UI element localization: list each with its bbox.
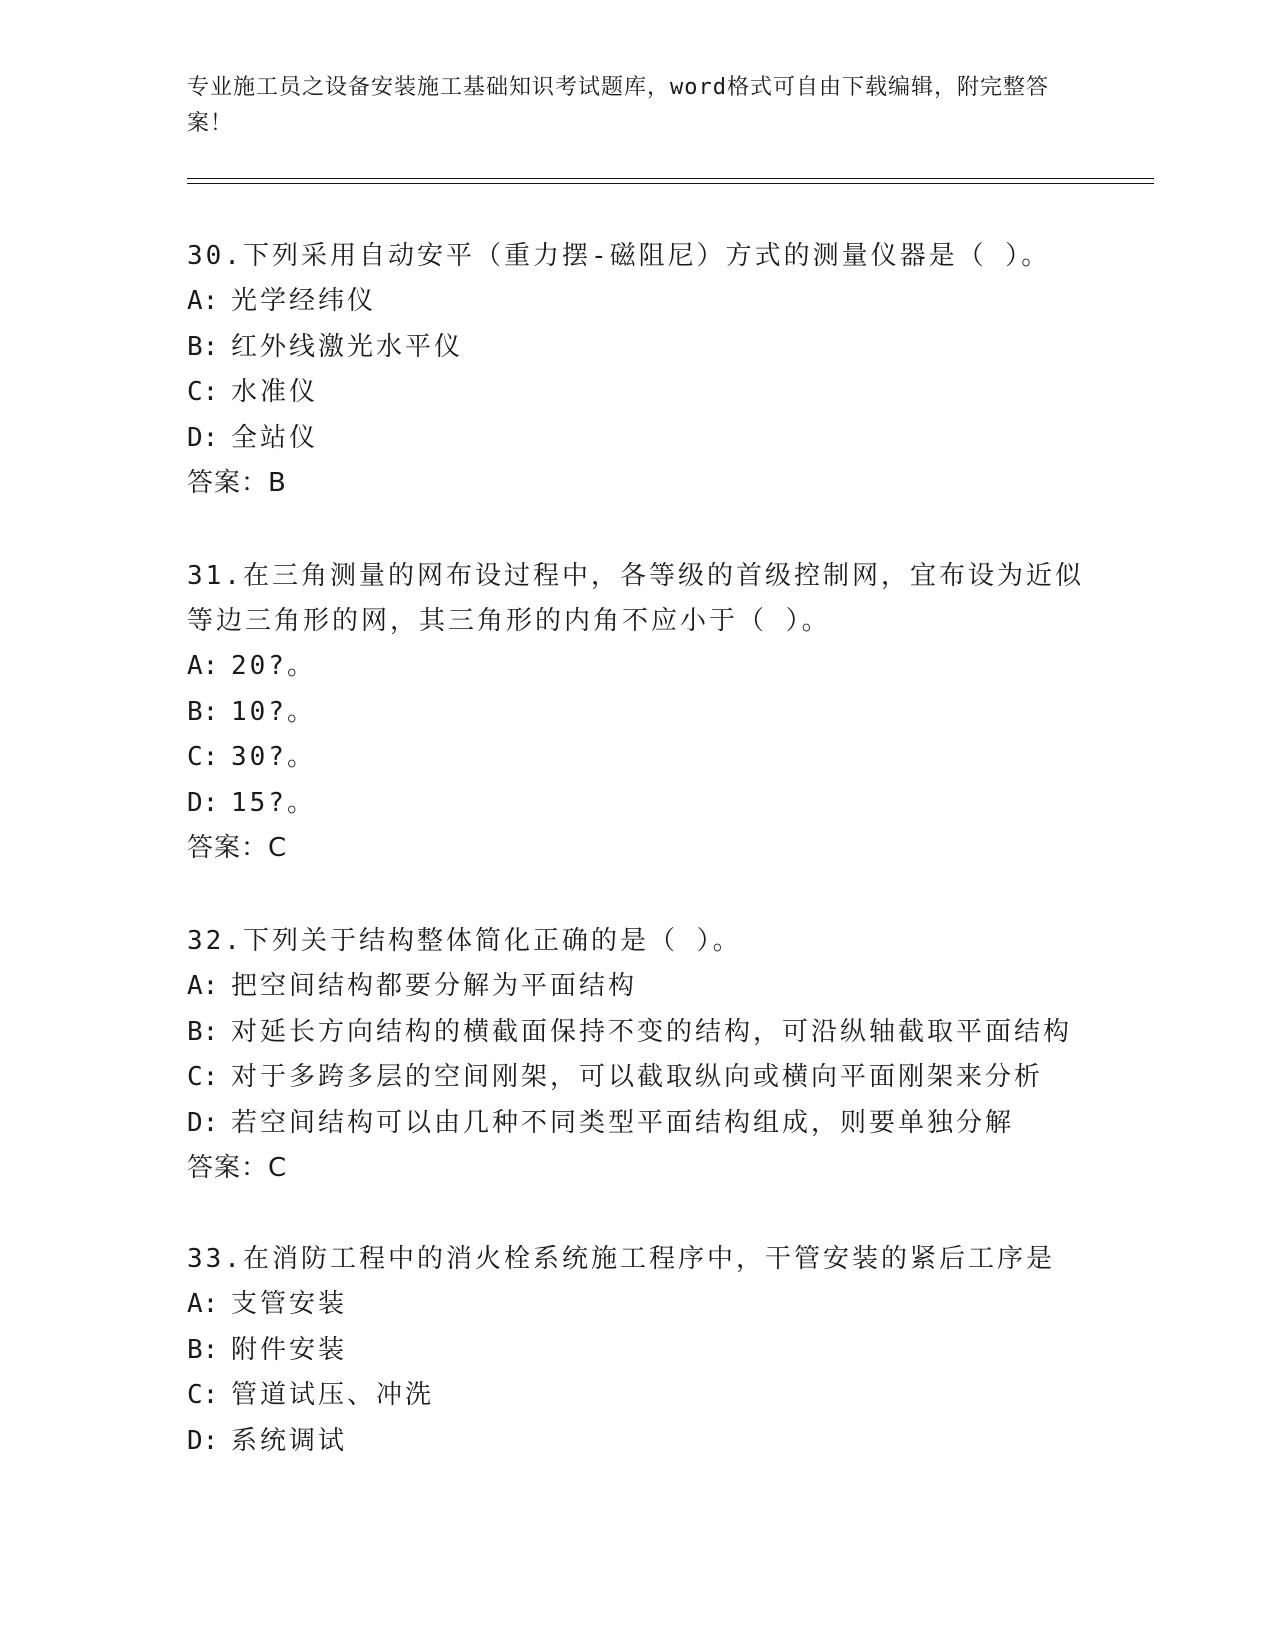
option-label: C: [187,1380,219,1410]
header-divider-bottom [187,183,1154,184]
option-b [187,1328,1087,1374]
question-stem: 32.下列关于结构整体简化正确的是（ ）。 [187,926,742,956]
option-text: 系统调试 [231,1425,348,1456]
option-a [187,279,1087,325]
option-text: 附件安装 [231,1334,348,1365]
option-label: C: [187,1062,219,1092]
question-stem: 30.下列采用自动安平（重力摆-磁阻尼）方式的测量仪器是（ ）。 [187,241,1051,271]
option-text: 管道试压、冲洗 [231,1380,435,1410]
option-d [187,416,1087,462]
option-label: D: [187,422,219,453]
option-text: 把空间结构都要分解为平面结构 [231,971,638,1001]
option-text: 15?。 [231,787,316,818]
option-a [187,1282,1087,1328]
option-b [187,690,1087,736]
option-label: C: [187,742,219,772]
option-text: 光学经纬仪 [231,286,377,316]
option-label: B: [187,696,219,727]
answer-line: 答案：B [187,468,287,498]
option-d [187,1101,1087,1147]
option-text: 对于多跨多层的空间刚架，可以截取纵向或横向平面刚架来分析 [231,1062,1044,1092]
option-a [187,964,1087,1010]
option-label: B: [187,331,219,362]
answer-line: 答案：C [187,833,288,863]
option-text: 对延长方向结构的横截面保持不变的结构，可沿纵轴截取平面结构 [231,1016,1073,1047]
option-label: B: [187,1016,219,1047]
document-header: 专业施工员之设备安装施工基础知识考试题库，word格式可自由下载编辑，附完整答案！ [187,75,1049,136]
option-text: 10?。 [231,696,316,727]
option-label: D: [187,787,219,818]
option-c [187,370,1087,416]
option-b [187,325,1087,371]
option-text: 全站仪 [231,422,319,453]
option-text: 红外线激光水平仪 [231,331,464,362]
question-32 [187,919,1087,1191]
option-label: A: [187,1289,219,1319]
question-stem: 33.在消防工程中的消火栓系统施工程序中，干管安装的紧后工序是 [187,1244,1055,1274]
option-c [187,1373,1087,1419]
question-31 [187,554,1087,871]
option-label: D: [187,1107,219,1138]
answer-line: 答案：C [187,1153,288,1183]
option-c [187,735,1087,781]
option-label: D: [187,1425,219,1456]
question-stem: 31.在三角测量的网布设过程中，各等级的首级控制网，宜布设为近似等边三角形的网，其三角形的内角不应小于（ ）。 [187,561,1084,636]
option-c [187,1055,1087,1101]
header-divider-top [187,178,1154,179]
option-label: C: [187,377,219,407]
option-a [187,644,1087,690]
option-text: 水准仪 [231,377,319,407]
option-d [187,1419,1087,1465]
question-30 [187,234,1087,506]
option-label: A: [187,651,219,681]
option-label: B: [187,1334,219,1365]
option-text: 若空间结构可以由几种不同类型平面结构组成，则要单独分解 [231,1107,1015,1138]
option-text: 30?。 [231,742,316,772]
option-text: 20?。 [231,651,316,681]
option-b [187,1010,1087,1056]
option-d [187,781,1087,827]
option-text: 支管安装 [231,1289,348,1319]
question-33 [187,1237,1087,1464]
option-label: A: [187,971,219,1001]
option-label: A: [187,286,219,316]
